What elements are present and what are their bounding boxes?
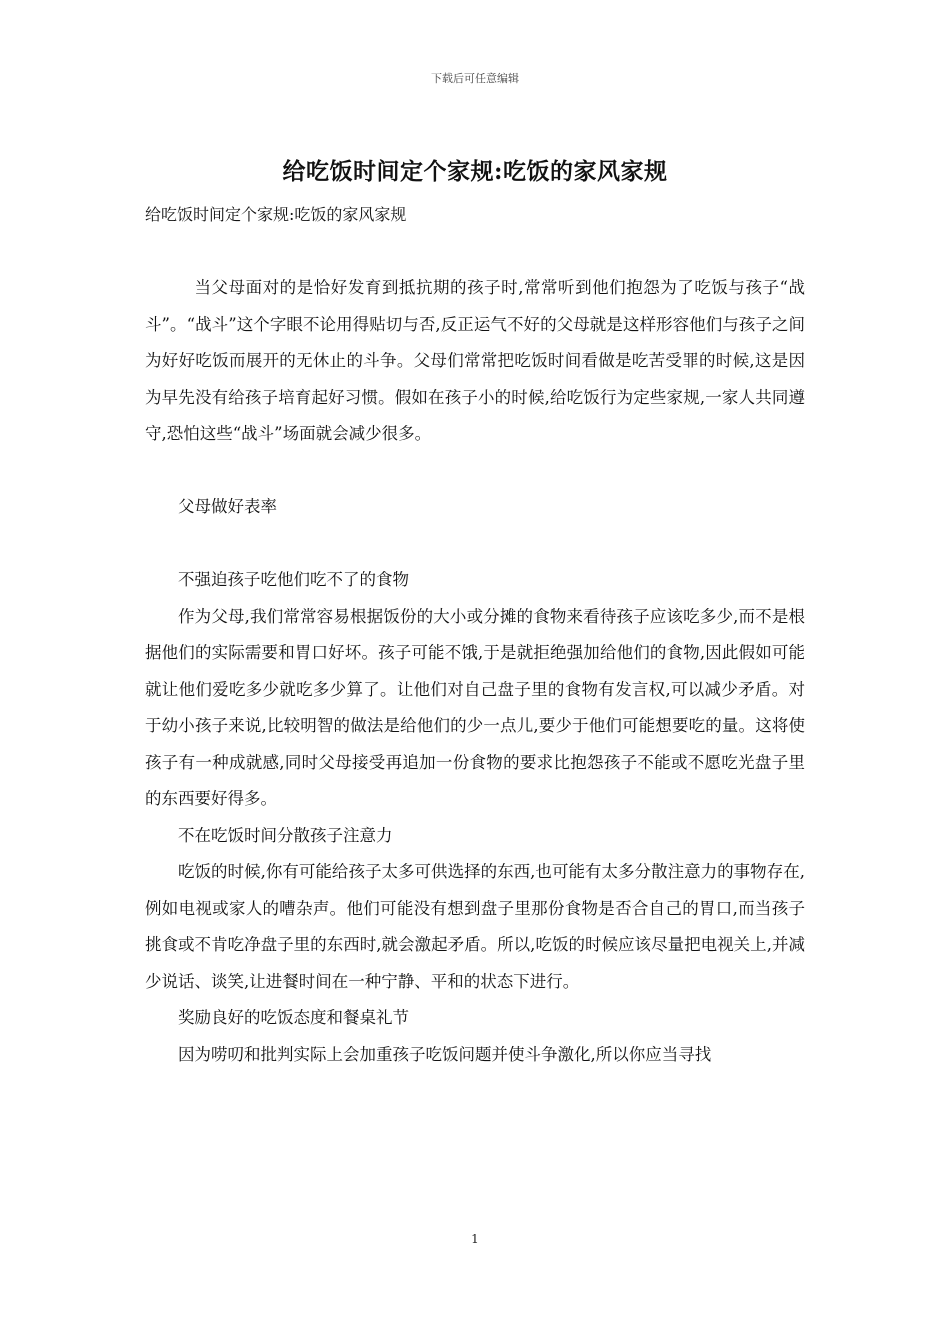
section-heading-reward: 奖励良好的吃饭态度和餐桌礼节 (178, 1008, 409, 1027)
section-heading-role-model: 父母做好表率 (178, 497, 277, 516)
header-note: 下载后可任意编辑 (431, 72, 519, 85)
document-title: 给吃饭时间定个家规:吃饭的家风家规 (282, 158, 668, 185)
document-body (145, 270, 805, 1073)
intro-paragraph: 当父母面对的是恰好发育到抵抗期的孩子时,常常听到他们抱怨为了吃饭与孩子“战斗”。“战斗”这个字眼不论用得贴切与否,反正运气不好的父母就是这样形容他们与孩子之间为好好吃饭而展开的无休止的斗争。父母们常常把吃饭时间看做是吃苦受罪的时候,这是因为早先没有给孩子培育起好习惯。假如在孩子小的时候,给吃饭行为定些家规,一家人共同遵守,恐怕这些“战斗”场面就会减少很多。 (145, 278, 805, 443)
section-heading-no-distraction: 不在吃饭时间分散孩子注意力 (178, 825, 393, 845)
section-heading-no-forcing: 不强迫孩子吃他们吃不了的食物 (178, 570, 409, 589)
section-paragraph-no-forcing: 作为父母,我们常常容易根据饭份的大小或分摊的食物来看待孩子应该吃多少,而不是根据他们的实际需要和胃口好坏。孩子可能不饿,于是就拒绝强加给他们的食物,因此假如可能就让他们爱吃多少就吃多少算了。让他们对自己盘子里的食物有发言权,可以减少矛盾。对于幼小孩子来说,比较明智的做法是给他们的少一点儿,要少于他们可能想要吃的量。这将使孩子有一种成就感,同时父母接受再追加一份食物的要求比抱怨孩子不能或不愿吃光盘子里的东西要好得多。 (145, 606, 805, 808)
spacer (145, 453, 805, 490)
page-number: 1 (471, 1232, 479, 1246)
spacer (145, 526, 805, 563)
document-subtitle: 给吃饭时间定个家规:吃饭的家风家规 (145, 205, 407, 224)
section-paragraph-reward: 因为唠叨和批判实际上会加重孩子吃饭问题并使斗争激化,所以你应当寻找 (178, 1044, 712, 1064)
section-paragraph-no-distraction: 吃饭的时候,你有可能给孩子太多可供选择的东西,也可能有太多分散注意力的事物存在,例如电视或家人的嘈杂声。他们可能没有想到盘子里那份食物是否合自己的胃口,而当孩子挑食或不肯吃净盘子里的东西时,就会激起矛盾。所以,吃饭的时候应该尽量把电视关上,并减少说话、谈笑,让进餐时间在一种宁静、平和的状态下进行。 (145, 862, 805, 991)
